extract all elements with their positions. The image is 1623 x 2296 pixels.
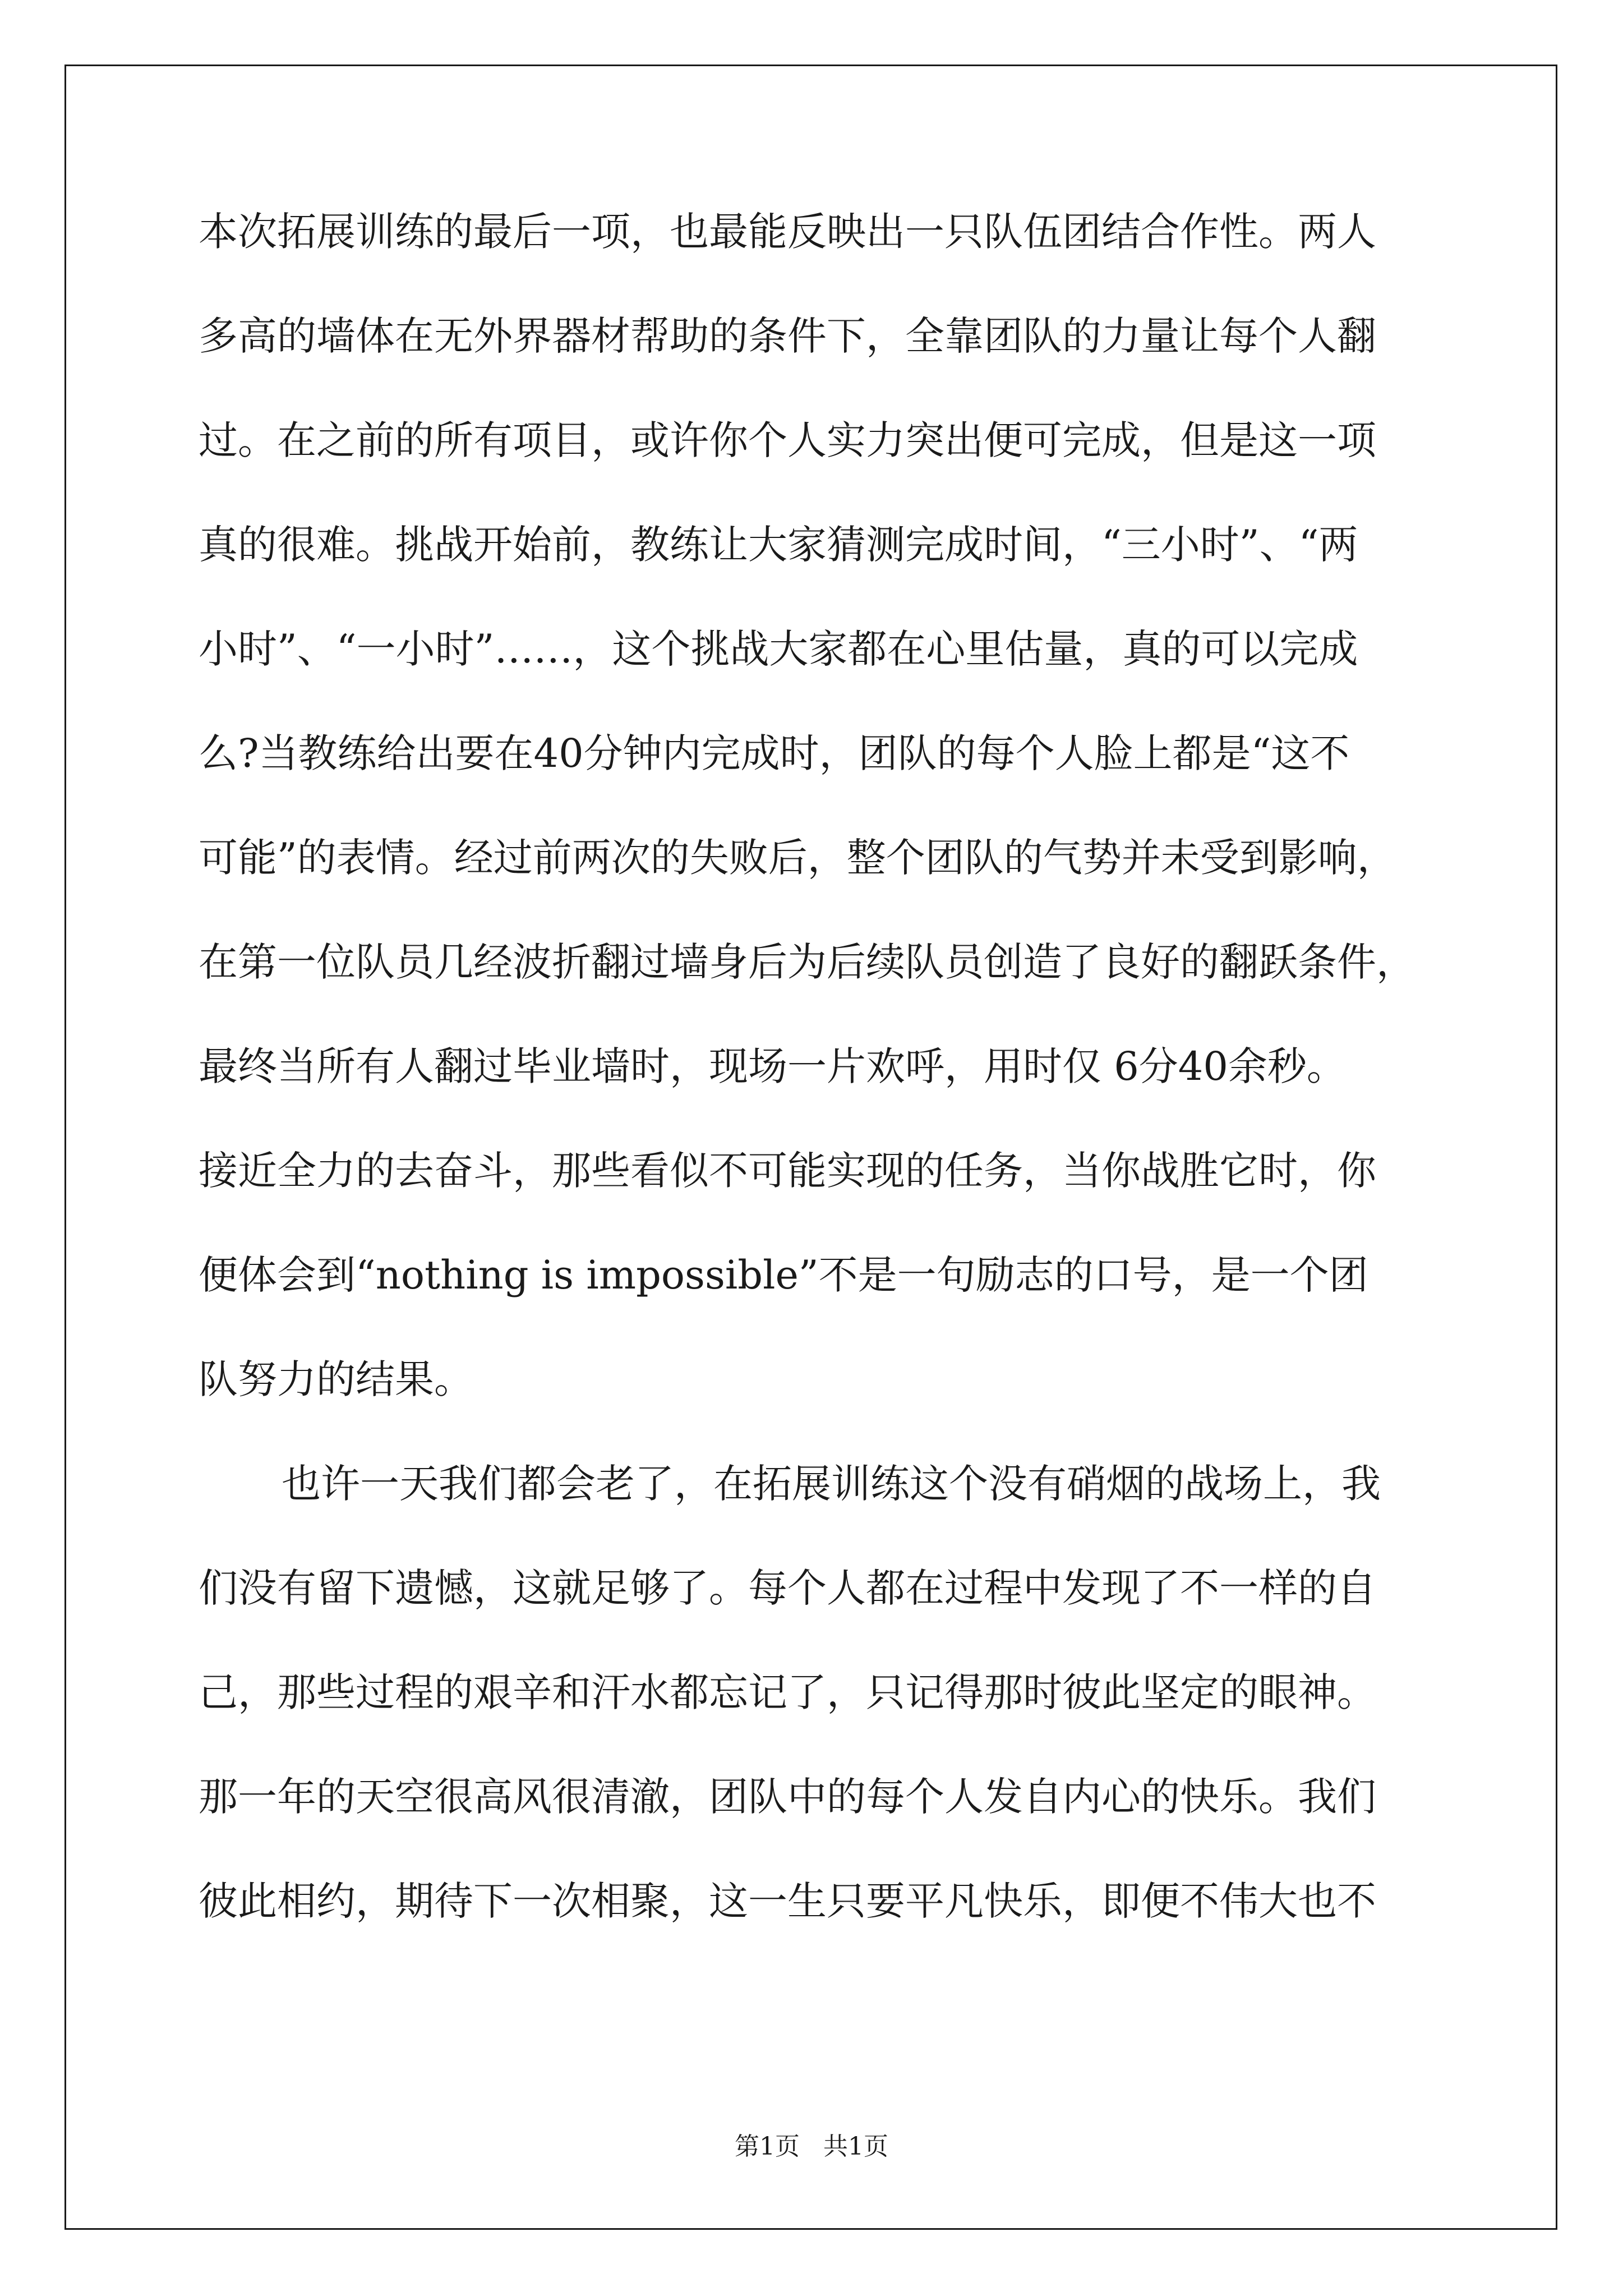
text-line: 本次拓展训练的最后一项，也最能反映出一只队伍团结合作性。两人 (199, 209, 1376, 255)
text-line: 便体会到“nothing is impossible”不是一句励志的口号，是一个团 (199, 1252, 1368, 1298)
text-line: 在第一位队员几经波折翻过墙身后为后续队员创造了良好的翻跃条件， (199, 939, 1415, 985)
text-line: 己，那些过程的艰辛和汗水都忘记了，只记得那时彼此坚定的眼神。 (199, 1669, 1376, 1715)
text-line: 真的很难。挑战开始前，教练让大家猜测完成时间，“三小时”、“两 (199, 522, 1358, 568)
text-line: 队努力的结果。 (199, 1356, 473, 1402)
text-line: 多高的墙体在无外界器材帮助的条件下，全靠团队的力量让每个人翻 (199, 313, 1376, 359)
text-line: 小时”、“一小时”……，这个挑战大家都在心里估量，真的可以完成 (199, 626, 1358, 672)
document-body (199, 209, 1427, 1986)
text-line: 么?当教练给出要在40分钟内完成时，团队的每个人脸上都是“这不 (199, 730, 1350, 776)
text-line: 彼此相约，期待下一次相聚，这一生只要平凡快乐，即便不伟大也不 (199, 1878, 1376, 1924)
text-line: 那一年的天空很高风很清澈，团队中的每个人发自内心的快乐。我们 (199, 1774, 1376, 1820)
page-footer: 第1页 共1页 (735, 2132, 888, 2161)
text-line: 们没有留下遗憾，这就足够了。每个人都在过程中发现了不一样的自 (199, 1565, 1376, 1611)
text-line: 可能”的表情。经过前两次的失败后，整个团队的气势并未受到影响， (199, 835, 1396, 881)
text-line: 最终当所有人翻过毕业墙时，现场一片欢呼，用时仅 6分40余秒。 (199, 1043, 1346, 1089)
text-line: 过。在之前的所有项目，或许你个人实力突出便可完成，但是这一项 (199, 417, 1376, 463)
text-line: 接近全力的去奋斗，那些看似不可能实现的任务，当你战胜它时，你 (199, 1148, 1376, 1194)
paragraph-first-line: 也许一天我们都会老了，在拓展训练这个没有硝烟的战场上，我 (282, 1461, 1381, 1507)
